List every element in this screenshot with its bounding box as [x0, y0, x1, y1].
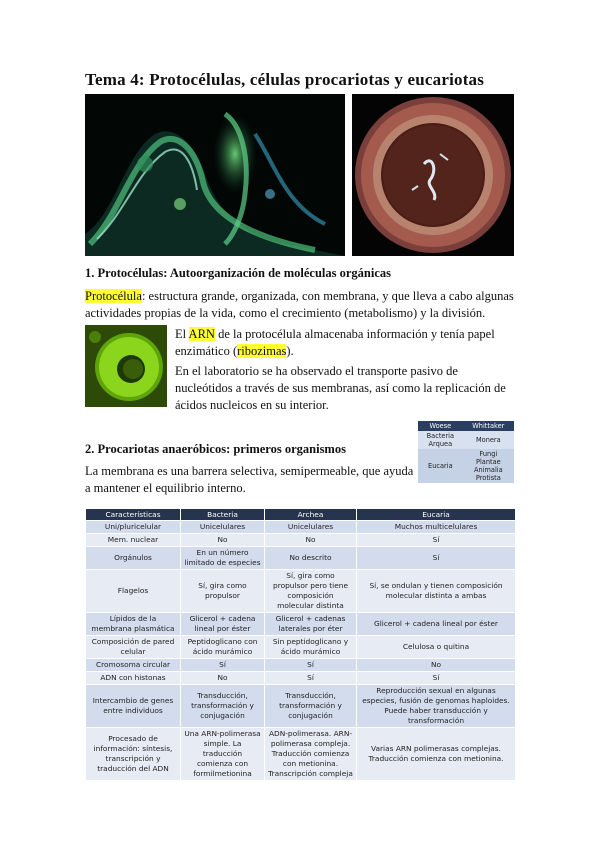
table-cell: Procesado de información: síntesis, transcripción y traducción del ADN — [86, 728, 181, 781]
table-cell: Sí, se ondulan y tienen composición molecular distinta a ambas — [357, 570, 516, 613]
mini-cell: Arquea — [428, 440, 453, 448]
table-cell: Orgánulos — [86, 547, 181, 570]
table-cell: Cromosoma circular — [86, 659, 181, 672]
comparison-table — [85, 508, 516, 781]
table-cell: Reproducción sexual en algunas especies, fusión de genomas haploides. Puede haber transducción y transformación — [357, 685, 516, 728]
table-cell: Intercambio de genes entre individuos — [86, 685, 181, 728]
table-cell: Glicerol + cadenas laterales por éter — [265, 613, 357, 636]
table-cell: Varias ARN polimerasas complejas. Traducción comienza con metionina. — [357, 728, 516, 781]
table-row — [86, 547, 516, 570]
term-ribozimas: ribozimas — [237, 344, 287, 358]
mini-cell: Bacteria — [426, 432, 455, 440]
table-cell: Composición de pared celular — [86, 636, 181, 659]
table-cell: En un número limitado de especies — [181, 547, 265, 570]
table-cell: Sí, gira como propulsor pero tiene composición molecular distinta — [265, 570, 357, 613]
table-row — [86, 521, 516, 534]
table-row — [86, 570, 516, 613]
section1-heading: 1. Protocélulas: Autoorganización de moléculas orgánicas — [85, 266, 391, 280]
table-cell: No — [357, 659, 516, 672]
table-cell: Mem. nuclear — [86, 534, 181, 547]
protocell-image — [85, 94, 345, 256]
table-row — [86, 659, 516, 672]
term-protocelula: Protocélula — [85, 289, 142, 303]
table-cell: Sí — [357, 672, 516, 685]
table-cell: Muchos multicelulares — [357, 521, 516, 534]
table-row — [86, 728, 516, 781]
mini-header-whittaker: Whittaker — [463, 421, 514, 431]
table-cell: Transducción, transformación y conjugación — [181, 685, 265, 728]
table-cell: No — [265, 534, 357, 547]
table-cell: Lípidos de la membrana plasmática — [86, 613, 181, 636]
mini-cell: Fungi — [479, 450, 498, 458]
table-cell: Sí — [265, 659, 357, 672]
table-row — [86, 685, 516, 728]
table-cell: ADN con histonas — [86, 672, 181, 685]
cell-cross-section-image — [352, 94, 514, 256]
classification-table — [418, 421, 514, 483]
table-cell: No — [181, 672, 265, 685]
mini-cell: Animalia — [473, 466, 503, 474]
table-cell: ADN-polimerasa. ARN-polimerasa compleja. Traducción comienza con metionina. Transcripción compleja — [265, 728, 357, 781]
table-cell: Glicerol + cadena lineal por éster — [181, 613, 265, 636]
table-cell: Uni/pluricelular — [86, 521, 181, 534]
header-cell: Características — [86, 509, 181, 521]
header-cell: Archea — [265, 509, 357, 521]
table-cell: Unicelulares — [265, 521, 357, 534]
membrane-paragraph: La membrana es una barrera selectiva, semipermeable, que ayuda a mantener el equilibrio interno. — [85, 464, 414, 495]
table-cell: No — [181, 534, 265, 547]
table-cell: Flagelos — [86, 570, 181, 613]
table-row — [86, 613, 516, 636]
table-header-row — [86, 509, 516, 521]
mini-cell: Monera — [463, 431, 514, 449]
table-cell: Unicelulares — [181, 521, 265, 534]
arn-paragraph: El ARN de la protocélula almacenaba información y tenía papel enzimático (ribozimas). — [175, 327, 495, 358]
table-cell: Sí, gira como propulsor — [181, 570, 265, 613]
table-row — [86, 636, 516, 659]
table-cell: Sí — [181, 659, 265, 672]
green-protocell-image — [85, 325, 167, 407]
table-cell: Una ARN-polimerasa simple. La traducción comienza con formilmetionina — [181, 728, 265, 781]
mini-cell: Plantae — [475, 458, 501, 466]
table-cell: Sí — [265, 672, 357, 685]
table-row — [86, 534, 516, 547]
table-cell: No descrito — [265, 547, 357, 570]
header-cell: Bacteria — [181, 509, 265, 521]
table-cell: Celulosa o quitina — [357, 636, 516, 659]
table-cell: Sí — [357, 547, 516, 570]
mini-header-woese: Woese — [418, 421, 463, 431]
mini-cell: Protista — [475, 474, 501, 482]
mini-cell: Eucaria — [418, 449, 463, 483]
table-cell: Transducción, transformación y conjugación — [265, 685, 357, 728]
table-cell: Sí — [357, 534, 516, 547]
table-row — [86, 672, 516, 685]
term-arn: ARN — [188, 327, 215, 341]
table-cell: Sin peptidoglicano y ácido murámico — [265, 636, 357, 659]
header-cell: Eucaria — [357, 509, 516, 521]
protocell-definition: Protocélula: estructura grande, organizada, con membrana, y que lleva a cabo algunas actividades propias de la vida, como el crecimiento (metabolismo) y la división. — [85, 289, 514, 320]
page-title: Tema 4: Protocélulas, células procariotas y eucariotas — [85, 70, 485, 89]
section2-heading: 2. Procariotas anaeróbicos: primeros organismos — [85, 442, 346, 456]
lab-observation-paragraph: En el laboratorio se ha observado el transporte pasivo de nucleótidos a través de sus membranas, así como la replicación de ácidos nucleicos en su interior. — [175, 364, 506, 412]
table-cell: Peptidoglicano con ácido murámico — [181, 636, 265, 659]
table-cell: Glicerol + cadena lineal por éster — [357, 613, 516, 636]
